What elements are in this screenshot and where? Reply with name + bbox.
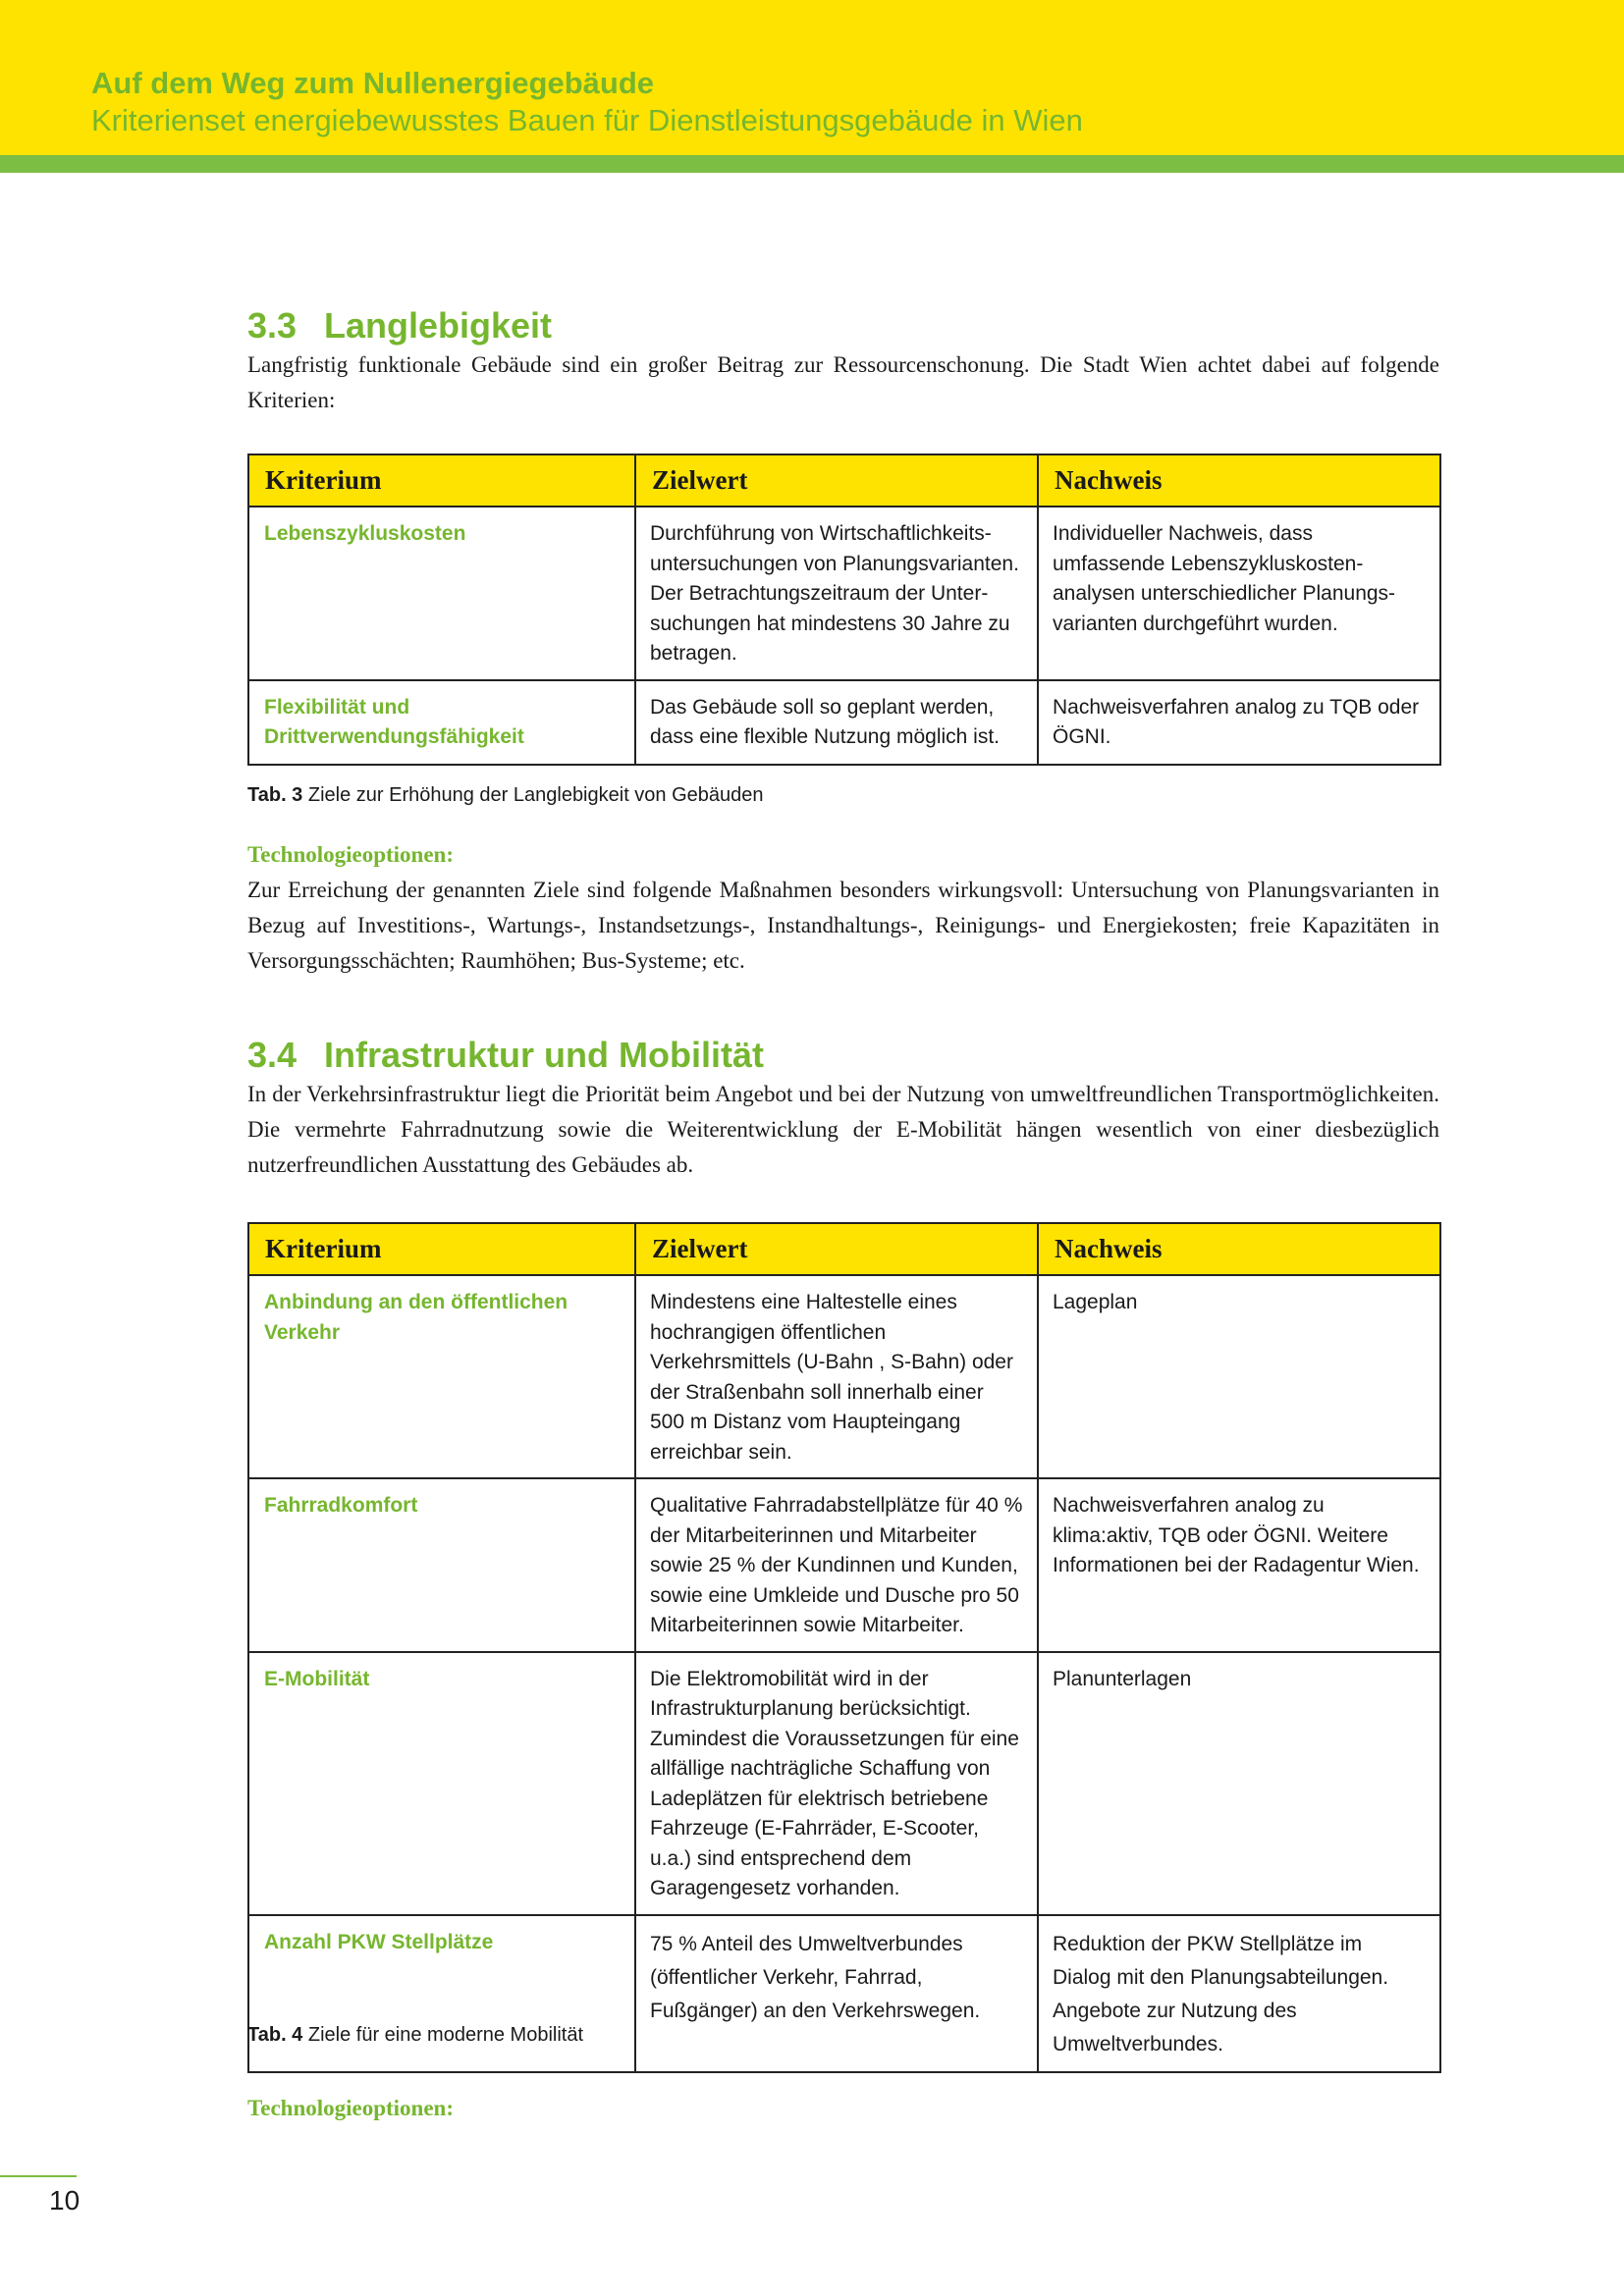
criterion-cell: Fahrradkomfort bbox=[248, 1478, 635, 1652]
proof-cell: Individueller Nachweis, dass umfassende Lebenszykluskosten-analysen unterschiedlicher Planungs-varianten durchgeführt wurden. bbox=[1038, 507, 1440, 680]
column-header: Nachweis bbox=[1038, 1223, 1440, 1275]
caption-text: Ziele für eine moderne Mobilität bbox=[307, 2024, 584, 2046]
caption-text: Ziele zur Erhöhung der Langlebigkeit von Gebäuden bbox=[307, 784, 764, 806]
caption-label: Tab. 3 bbox=[247, 784, 303, 806]
technology-heading: Technologieoptionen: bbox=[247, 2096, 455, 2120]
table-caption bbox=[247, 2024, 583, 2047]
section-title: Infrastruktur und Mobilität bbox=[324, 1035, 764, 1075]
table-caption bbox=[247, 784, 764, 807]
table-row bbox=[248, 1915, 1440, 2072]
caption-label: Tab. 4 bbox=[247, 2024, 303, 2046]
header-stripe bbox=[0, 155, 1624, 173]
table-header-row bbox=[248, 1223, 1440, 1275]
criteria-table-langlebigkeit bbox=[247, 454, 1441, 766]
table-row bbox=[248, 507, 1440, 680]
section-infrastruktur bbox=[247, 1036, 1439, 1183]
footer-rule bbox=[0, 2175, 77, 2177]
page-number: 10 bbox=[49, 2185, 81, 2216]
criterion-cell: Lebenszykluskosten bbox=[248, 507, 635, 680]
criterion-cell: Flexibilität und Drittverwendungsfähigkeit bbox=[248, 680, 635, 765]
proof-cell: Lageplan bbox=[1038, 1275, 1440, 1478]
column-header: Zielwert bbox=[635, 454, 1038, 507]
table-row bbox=[248, 1478, 1440, 1652]
column-header: Kriterium bbox=[248, 454, 635, 507]
section-intro: In der Verkehrsinfrastruktur liegt die Priorität beim Angebot und bei der Nutzung von umweltfreundlichen Transportmöglichkeiten. Die vermehrte Fahrradnutzung sowie die Weiterentwicklung der E-Mobilität hängen wesentlich von einer diesbezüglich nutzerfreundlichen Ausstattung des Gebäudes ab. bbox=[247, 1081, 1439, 1177]
target-cell: Qualitative Fahrradabstellplätze für 40 % der Mitarbeiterinnen und Mitarbeiter sowie 25 % der Kundinnen und Kunden, sowie eine Umkleide und Dusche pro 50 Mitarbeiterinnen sowie Mitarbeiter. bbox=[635, 1478, 1038, 1652]
target-cell: Das Gebäude soll so geplant werden, dass eine flexible Nutzung möglich ist. bbox=[635, 680, 1038, 765]
proof-cell: Planunterlagen bbox=[1038, 1652, 1440, 1915]
technology-text: Zur Erreichung der genannten Ziele sind folgende Maßnahmen besonders wirkungsvoll: Untersuchung von Planungsvarianten in Bezug auf Investitions-, Wartungs-, Instandsetzungs-, Instandhaltungs-, Reinigungs- und Energiekosten; freie Kapazitäten in Versorgungsschächten; Raumhöhen; Bus-Systeme; etc. bbox=[247, 878, 1439, 973]
section-number: 3.4 bbox=[247, 1035, 298, 1075]
header-subtitle: Kriterienset energiebewusstes Bauen für Dienstleistungsgebäude in Wien bbox=[91, 103, 1083, 137]
header-title: Auf dem Weg zum Nullenergiegebäude bbox=[91, 66, 655, 100]
proof-cell: Nachweisverfahren analog zu TQB oder ÖGNI. bbox=[1038, 680, 1440, 765]
page-header bbox=[0, 0, 1624, 155]
proof-cell: Reduktion der PKW Stellplätze im Dialog mit den Planungsabteilungen. Angebote zur Nutzung des Umweltverbundes. bbox=[1038, 1915, 1440, 2072]
table-row bbox=[248, 1275, 1440, 1478]
proof-cell: Nachweisverfahren analog zu klima:aktiv, TQB oder ÖGNI. Weitere Informationen bei der Radagentur Wien. bbox=[1038, 1478, 1440, 1652]
column-header: Kriterium bbox=[248, 1223, 635, 1275]
section-title: Langlebigkeit bbox=[324, 305, 553, 346]
section-intro: Langfristig funktionale Gebäude sind ein großer Beitrag zur Ressourcenschonung. Die Stadt Wien achtet dabei auf folgende Kriterien: bbox=[247, 351, 1439, 412]
criterion-cell: Anbindung an den öffentlichen Verkehr bbox=[248, 1275, 635, 1478]
technology-options-langlebigkeit bbox=[247, 837, 1439, 979]
section-langlebigkeit bbox=[247, 306, 1439, 418]
column-header: Zielwert bbox=[635, 1223, 1038, 1275]
target-cell: 75 % Anteil des Umweltverbundes (öffentlicher Verkehr, Fahrrad, Fußgänger) an den Verkehrswegen. bbox=[635, 1915, 1038, 2072]
table-header-row bbox=[248, 454, 1440, 507]
section-number: 3.3 bbox=[247, 305, 298, 346]
table-row bbox=[248, 680, 1440, 765]
criteria-table-mobilitaet bbox=[247, 1222, 1441, 2073]
target-cell: Die Elektromobilität wird in der Infrastrukturplanung berücksichtigt. Zumindest die Voraussetzungen für eine allfällige nachträgliche Schaffung von Ladeplätzen für elektrisch betriebene Fahrzeuge (E-Fahrräder, E-Scooter, u.a.) sind entsprechend dem Garagengesetz vorhanden. bbox=[635, 1652, 1038, 1915]
target-cell: Durchführung von Wirtschaftlichkeits-untersuchungen von Planungsvarianten. Der Betrachtungszeitraum der Unter-suchungen hat mindestens 30 Jahre zu betragen. bbox=[635, 507, 1038, 680]
column-header: Nachweis bbox=[1038, 454, 1440, 507]
criterion-cell: Anzahl PKW Stellplätze bbox=[248, 1915, 635, 2072]
target-cell: Mindestens eine Haltestelle eines hochrangigen öffentlichen Verkehrsmittels (U-Bahn , S-Bahn) oder der Straßenbahn soll innerhalb einer 500 m Distanz vom Haupteingang erreichbar sein. bbox=[635, 1275, 1038, 1478]
criterion-cell: E-Mobilität bbox=[248, 1652, 635, 1915]
section-heading bbox=[247, 306, 1439, 346]
technology-heading: Technologieoptionen: bbox=[247, 842, 455, 867]
technology-options-mobilitaet bbox=[247, 2091, 1439, 2126]
table-row bbox=[248, 1652, 1440, 1915]
section-heading bbox=[247, 1036, 1439, 1075]
